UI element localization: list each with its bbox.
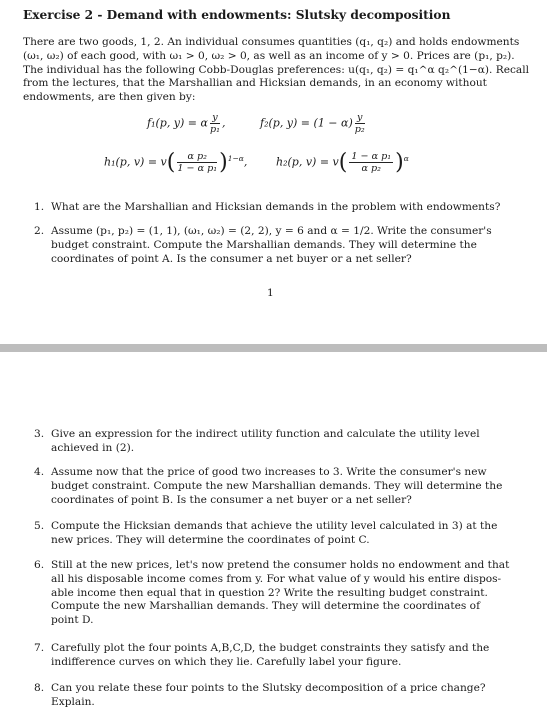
page-separator xyxy=(0,344,547,352)
page-number: 1 xyxy=(267,287,274,299)
intro-paragraph xyxy=(23,36,530,105)
marshallian-f2-equation: f₂(p, y) = (1 − α) $\frac{y}{\text{p₂}}$ xyxy=(260,112,365,135)
intro-line: There are two goods, 1, 2. An individual consumes quantities (q₁, q₂) and holds endowments xyxy=(23,36,520,48)
hicksian-h1-equation: h₁(p, v) = v( $\frac{\text{α p₂}}{\text{1 − α p₁}}$ )$^{1-\alpha}$, xyxy=(104,150,248,175)
intro-line: The individual has the following Cobb-Douglas preferences: u(q₁, q₂) = q₁^α q₂^(1−α). Recall xyxy=(23,63,530,76)
intro-line: endowments, are then given by: xyxy=(23,91,196,104)
document-page-2: 3. Give an expression for the indirect utility function and calculate the utility level achieved in (2). 4. Assume now that the price of good two increases to 3. Write the consumer's new budget constraint. Compute the new Marshallian demands. They will determine the coordinates of point B. Is the consumer a net buyer or a net seller? 5. Compute the Hicksian demands that achieve the utility level calculated in 3) at the new prices. They will determine the coordinates of point C. 6. Still at the new prices, let's now pretend the consumer holds no endowment and that all his disposable income comes from y. For what value of y would his entire dispos- able income then equal that in question 2? Write the resulting budget constraint. Compute the new Marshallian demands. They will determine the coordinates of point D. 7. Carefully plot the four points A,B,C,D, the budget constraints they satisfy and the indifference curves on which they lie. Carefully label your figure. 8. Can you relate these four points to the Slutsky decomposition of a price change? Explain. xyxy=(0,352,547,717)
marshallian-f1-equation: f₁(p, y) = α $\frac{y}{\text{p₁}}$ , xyxy=(147,112,226,135)
intro-line: from the lectures, that the Marshallian and Hicksian demands, in an economy without xyxy=(23,77,487,90)
exercise-title: Exercise 2 - Demand with endowments: Slutsky decomposition xyxy=(23,8,451,22)
hicksian-h2-equation: h₂(p, v) = v( $\frac{\text{1 − α p₁}}{\text{α p₂}}$ )$^\alpha$ xyxy=(276,150,409,175)
intro-line: (ω₁, ω₂) of each good, with ω₁ > 0, ω₂ > 0, as well as an income of y > 0. Prices are (p₁, p₂). xyxy=(23,49,515,62)
document-page-1: Exercise 2 - Demand with endowments: Slutsky decomposition There are two goods, 1, 2. An individual consumes quantities (q₁, q₂) and holds endowments (ω₁, ω₂) of each good, with ω₁ > 0, ω₂ > 0, as well as an income of y > 0. Prices are (p₁, p₂). The individual has the following Cobb-Douglas preferences: u(q₁, q₂) = q₁^α q₂^(1−α). Recall from the lectures, that the Marshallian and Hicksian demands, in an economy without endowments, are then given by: f₁(p, y) = α $\frac{y}{\text{p₁}}$ , f₂(p, y) = (1 − α) $\frac{y}{\text{p₂}}$ h₁(p, v) = v( $\frac{\text{α p₂}}{\text{1 − α p₁}}$ )$^{1-\alpha}$, h₂(p, v) = v( $\frac{\text{1 − α p₁}}{\text{α p₂}}$ )$^\alpha$ 1. What are the Marshallian and Hicksian demands in the problem with endowments? 2. Assume (p₁, p₂) = (1, 1), (ω₁, ω₂) = (2, 2), y = 6 and α = 1/2. Write the consumer's budget constraint. Compute the Marshallian demands. They will determine the coordinates of point A. Is the consumer a net buyer or a net seller? 1 xyxy=(0,0,547,344)
